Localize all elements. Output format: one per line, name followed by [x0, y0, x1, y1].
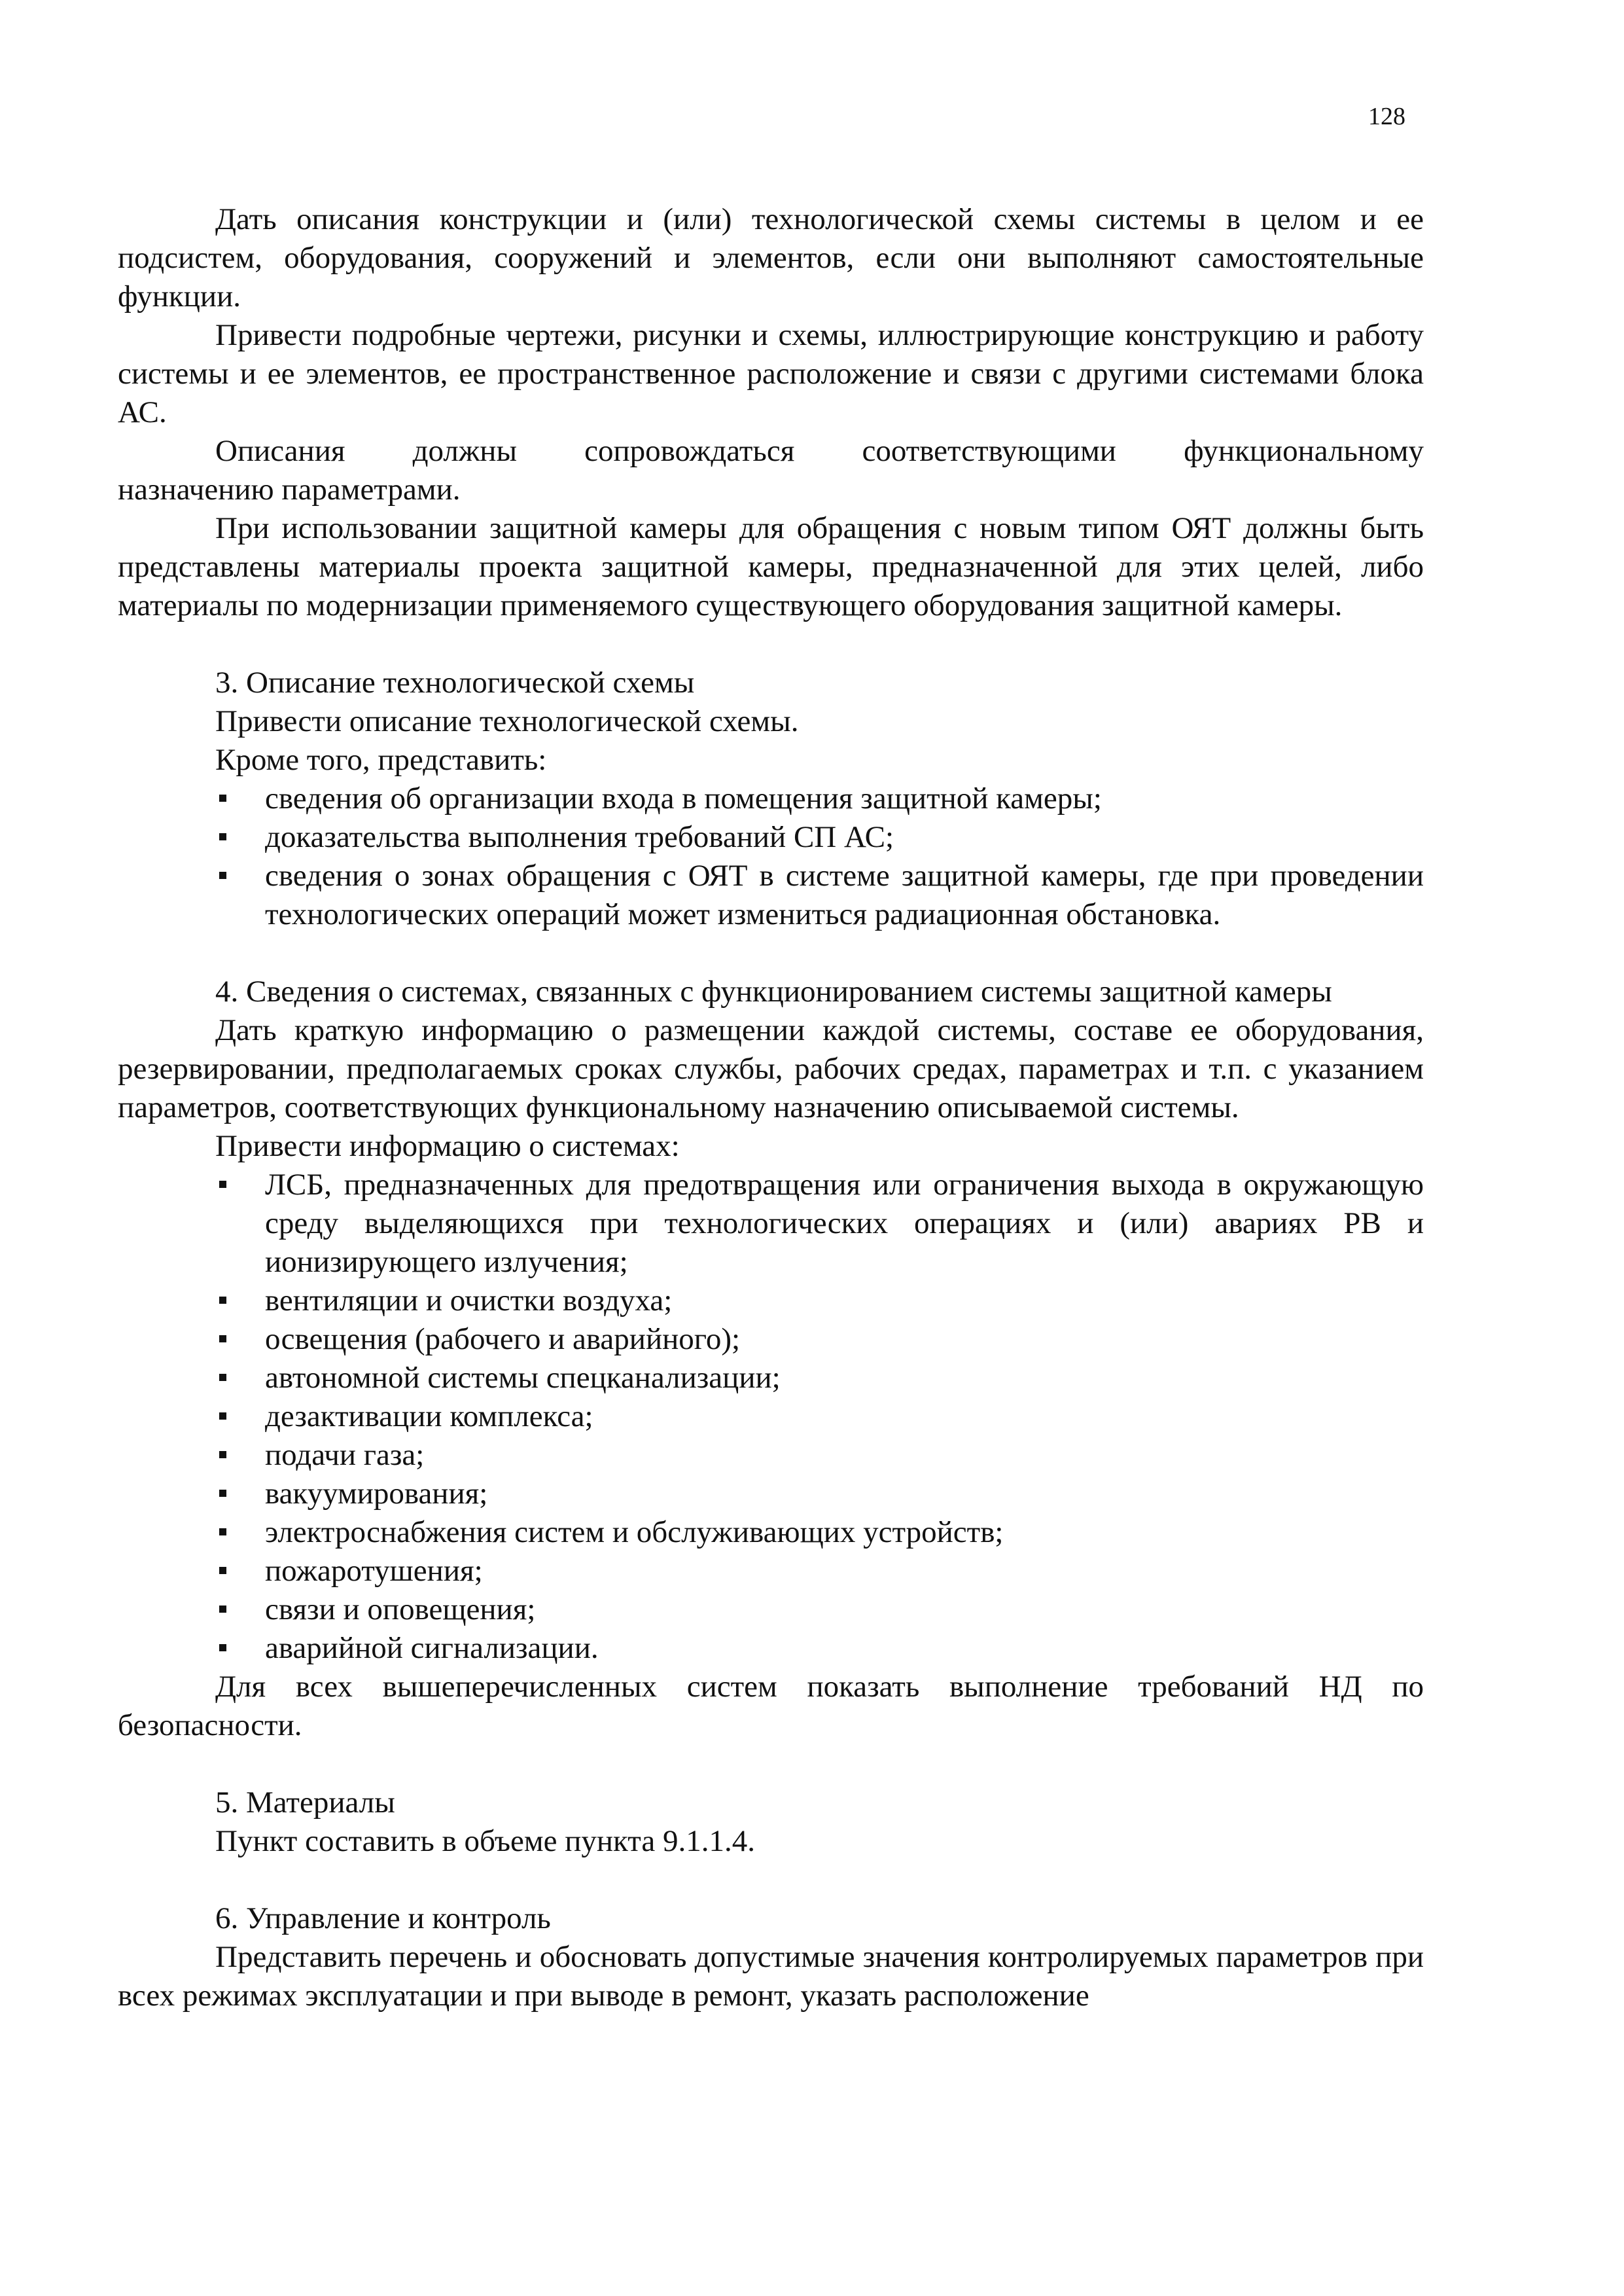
section-3-paragraph-2: Кроме того, представить: — [215, 743, 547, 777]
section-4-title: 4. Сведения о системах, связанных с функционированием системы защитной камеры — [215, 975, 1332, 1009]
section-6-paragraph-1: Представить перечень и обосновать допустимые значения контролируемых параметров при всех режимах эксплуатации и при выводе в ремонт, указать расположение — [118, 1940, 1424, 2013]
spacer — [118, 934, 1424, 973]
list-item: электроснабжения систем и обслуживающих устройств; — [265, 1513, 1424, 1552]
list-item: связи и оповещения; — [265, 1590, 1424, 1629]
section-3-title: 3. Описание технологической схемы — [215, 666, 695, 700]
section-5-title: 5. Материалы — [215, 1785, 395, 1820]
list-item: ЛСБ, предназначенных для предотвращения или ограничения выхода в окружающую среду выделяющихся при технологических операциях и (или) авариях РВ и ионизирующего излучения; — [265, 1166, 1424, 1282]
section-4-paragraph-3: Для всех вышеперечисленных систем показать выполнение требований НД по безопасности. — [118, 1670, 1424, 1742]
list-item: дезактивации комплекса; — [265, 1397, 1424, 1436]
list-item: аварийной сигнализации. — [265, 1629, 1424, 1668]
spacer — [118, 625, 1424, 664]
document-body — [118, 200, 1424, 2015]
intro-p3-word: сопровождаться — [584, 434, 795, 468]
intro-p3-word: функциональному — [1184, 434, 1424, 468]
intro-paragraph-3-tail: назначению параметрами. — [118, 473, 461, 507]
intro-paragraph-3-line — [118, 432, 1424, 471]
section-4-paragraph-2: Привести информацию о системах: — [215, 1129, 680, 1163]
list-item: освещения (рабочего и аварийного); — [265, 1320, 1424, 1359]
intro-paragraph-2: Привести подробные чертежи, рисунки и схемы, иллюстрирующие конструкцию и работу системы и ее элементов, ее пространственное расположение и связи с другими системами блока АС. — [118, 318, 1424, 429]
list-item: сведения об организации входа в помещения защитной камеры; — [265, 780, 1424, 818]
list-item: автономной системы спецканализации; — [265, 1359, 1424, 1397]
list-item: сведения о зонах обращения с ОЯТ в системе защитной камеры, где при проведении технологических операций может измениться радиационная обстановка. — [265, 857, 1424, 934]
intro-p3-word: должны — [412, 434, 518, 468]
list-item: доказательства выполнения требований СП АС; — [265, 818, 1424, 857]
spacer — [118, 1745, 1424, 1784]
section-4-paragraph-1: Дать краткую информацию о размещении каждой системы, составе ее оборудования, резервировании, предполагаемых сроках службы, рабочих средах, параметрах и т.п. с указанием параметров, соответствующих функциональному назначению описываемой системы. — [118, 1013, 1424, 1124]
intro-paragraph-1: Дать описания конструкции и (или) технологической схемы системы в целом и ее подсистем, оборудования, сооружений и элементов, если они выполняют самостоятельные функции. — [118, 202, 1424, 314]
page-number: 128 — [1368, 103, 1405, 130]
list-item: вентиляции и очистки воздуха; — [265, 1282, 1424, 1320]
section-5-paragraph-1: Пункт составить в объеме пункта 9.1.1.4. — [215, 1824, 755, 1858]
intro-p3-word: соответствующими — [862, 434, 1116, 468]
section-4-list — [118, 1166, 1424, 1668]
intro-paragraph-4: При использовании защитной камеры для обращения с новым типом ОЯТ должны быть представлены материалы проекта защитной камеры, предназначенной для этих целей, либо материалы по модернизации применяемого существующего оборудования защитной камеры. — [118, 511, 1424, 622]
intro-p3-word: Описания — [215, 434, 345, 468]
spacer — [118, 1861, 1424, 1899]
list-item: вакуумирования; — [265, 1475, 1424, 1513]
section-3-paragraph-1: Привести описание технологической схемы. — [215, 704, 799, 738]
list-item: пожаротушения; — [265, 1552, 1424, 1590]
list-item: подачи газа; — [265, 1436, 1424, 1475]
section-6-title: 6. Управление и контроль — [215, 1901, 551, 1935]
section-3-list — [118, 780, 1424, 934]
